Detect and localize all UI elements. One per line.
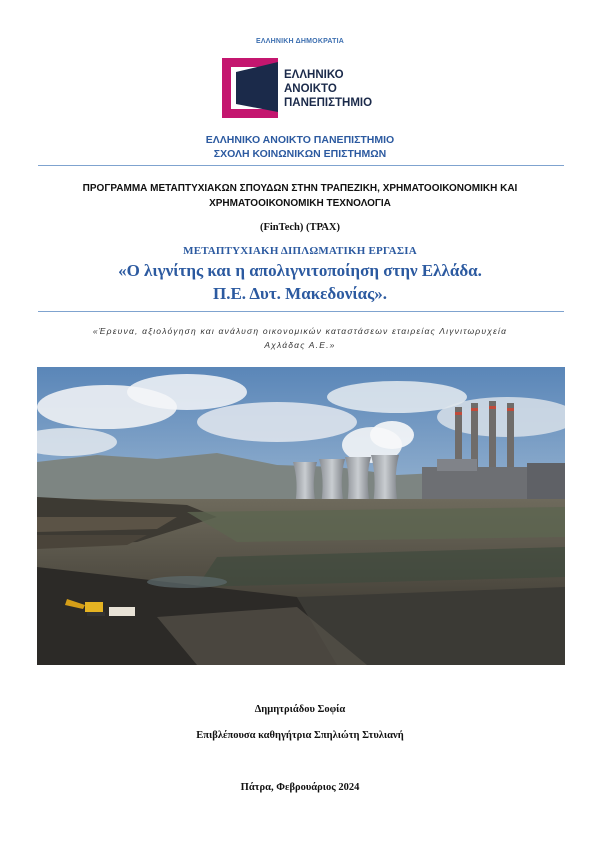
university-name: ΕΛΛΗΝΙΚΟ ΑΝΟΙΚΤΟ ΠΑΝΕΠΙΣΤΗΜΙΟ xyxy=(205,134,395,146)
thesis-title-line-1: «Ο λιγνίτης και η απολιγνιτοποίηση στην Ελλάδα. xyxy=(118,261,482,280)
lignite-mine-photo xyxy=(37,367,565,665)
logo-line-3: ΠΑΝΕΠΙΣΤΗΜΙΟ xyxy=(284,97,373,109)
thesis-title-line-2: Π.Ε. Δυτ. Μακεδονίας». xyxy=(212,284,388,303)
program-abbreviation: (FinTech) (ΤΡΑΧ) xyxy=(259,222,341,233)
school-name: ΣΧΟΛΗ ΚΟΙΝΩΝΙΚΩΝ ΕΠΙΣΤΗΜΩΝ xyxy=(213,148,387,160)
university-logo-mark xyxy=(222,58,278,118)
program-line-2: ΧΡΗΜΑΤΟΟΙΚΟΝΟΜΙΚΗ ΤΕΧΝΟΛΟΓΙΑ xyxy=(209,198,391,209)
thesis-subtitle xyxy=(40,324,560,352)
place-date: Πάτρα, Φεβρουάριος 2024 xyxy=(240,782,360,793)
program-title xyxy=(40,181,560,211)
logo-line-2: ΑΝΟΙΚΤΟ xyxy=(284,83,337,95)
logo-wordmark xyxy=(284,68,372,110)
header-divider xyxy=(38,165,564,166)
university-logo xyxy=(222,58,382,120)
program-line-1: ΠΡΟΓΡΑΜΜΑ ΜΕΤΑΠΤΥΧΙΑΚΩΝ ΣΠΟΥΔΩΝ ΣΤΗΝ ΤΡΑΠΕΖΙΚΗ, ΧΡΗΜΑΤΟΟΙΚΟΝΟΜΙΚΗ ΚΑΙ xyxy=(82,183,518,194)
logo-line-1: ΕΛΛΗΝΙΚΟ xyxy=(284,69,344,81)
government-label: ΕΛΛΗΝΙΚΗ ΔΗΜΟΚΡΑΤΙΑ xyxy=(256,38,344,45)
thesis-subtitle-line-2: Αχλάδας Α.Ε.» xyxy=(264,340,336,350)
title-divider xyxy=(38,311,564,312)
thesis-subtitle-line-1: «Έρευνα, αξιολόγηση και ανάλυση οικονομικών καταστάσεων εταιρείας Λιγνιτωρυχεία xyxy=(92,326,508,336)
author-name: Δημητριάδου Σοφία xyxy=(254,704,346,715)
supervisor-name: Επιβλέπουσα καθηγήτρια Σπηλιώτη Στυλιανή xyxy=(196,730,404,741)
thesis-type-label: ΜΕΤΑΠΤΥΧΙΑΚΗ ΔΙΠΛΩΜΑΤΙΚΗ ΕΡΓΑΣΙΑ xyxy=(183,245,417,257)
thesis-title xyxy=(0,259,600,305)
